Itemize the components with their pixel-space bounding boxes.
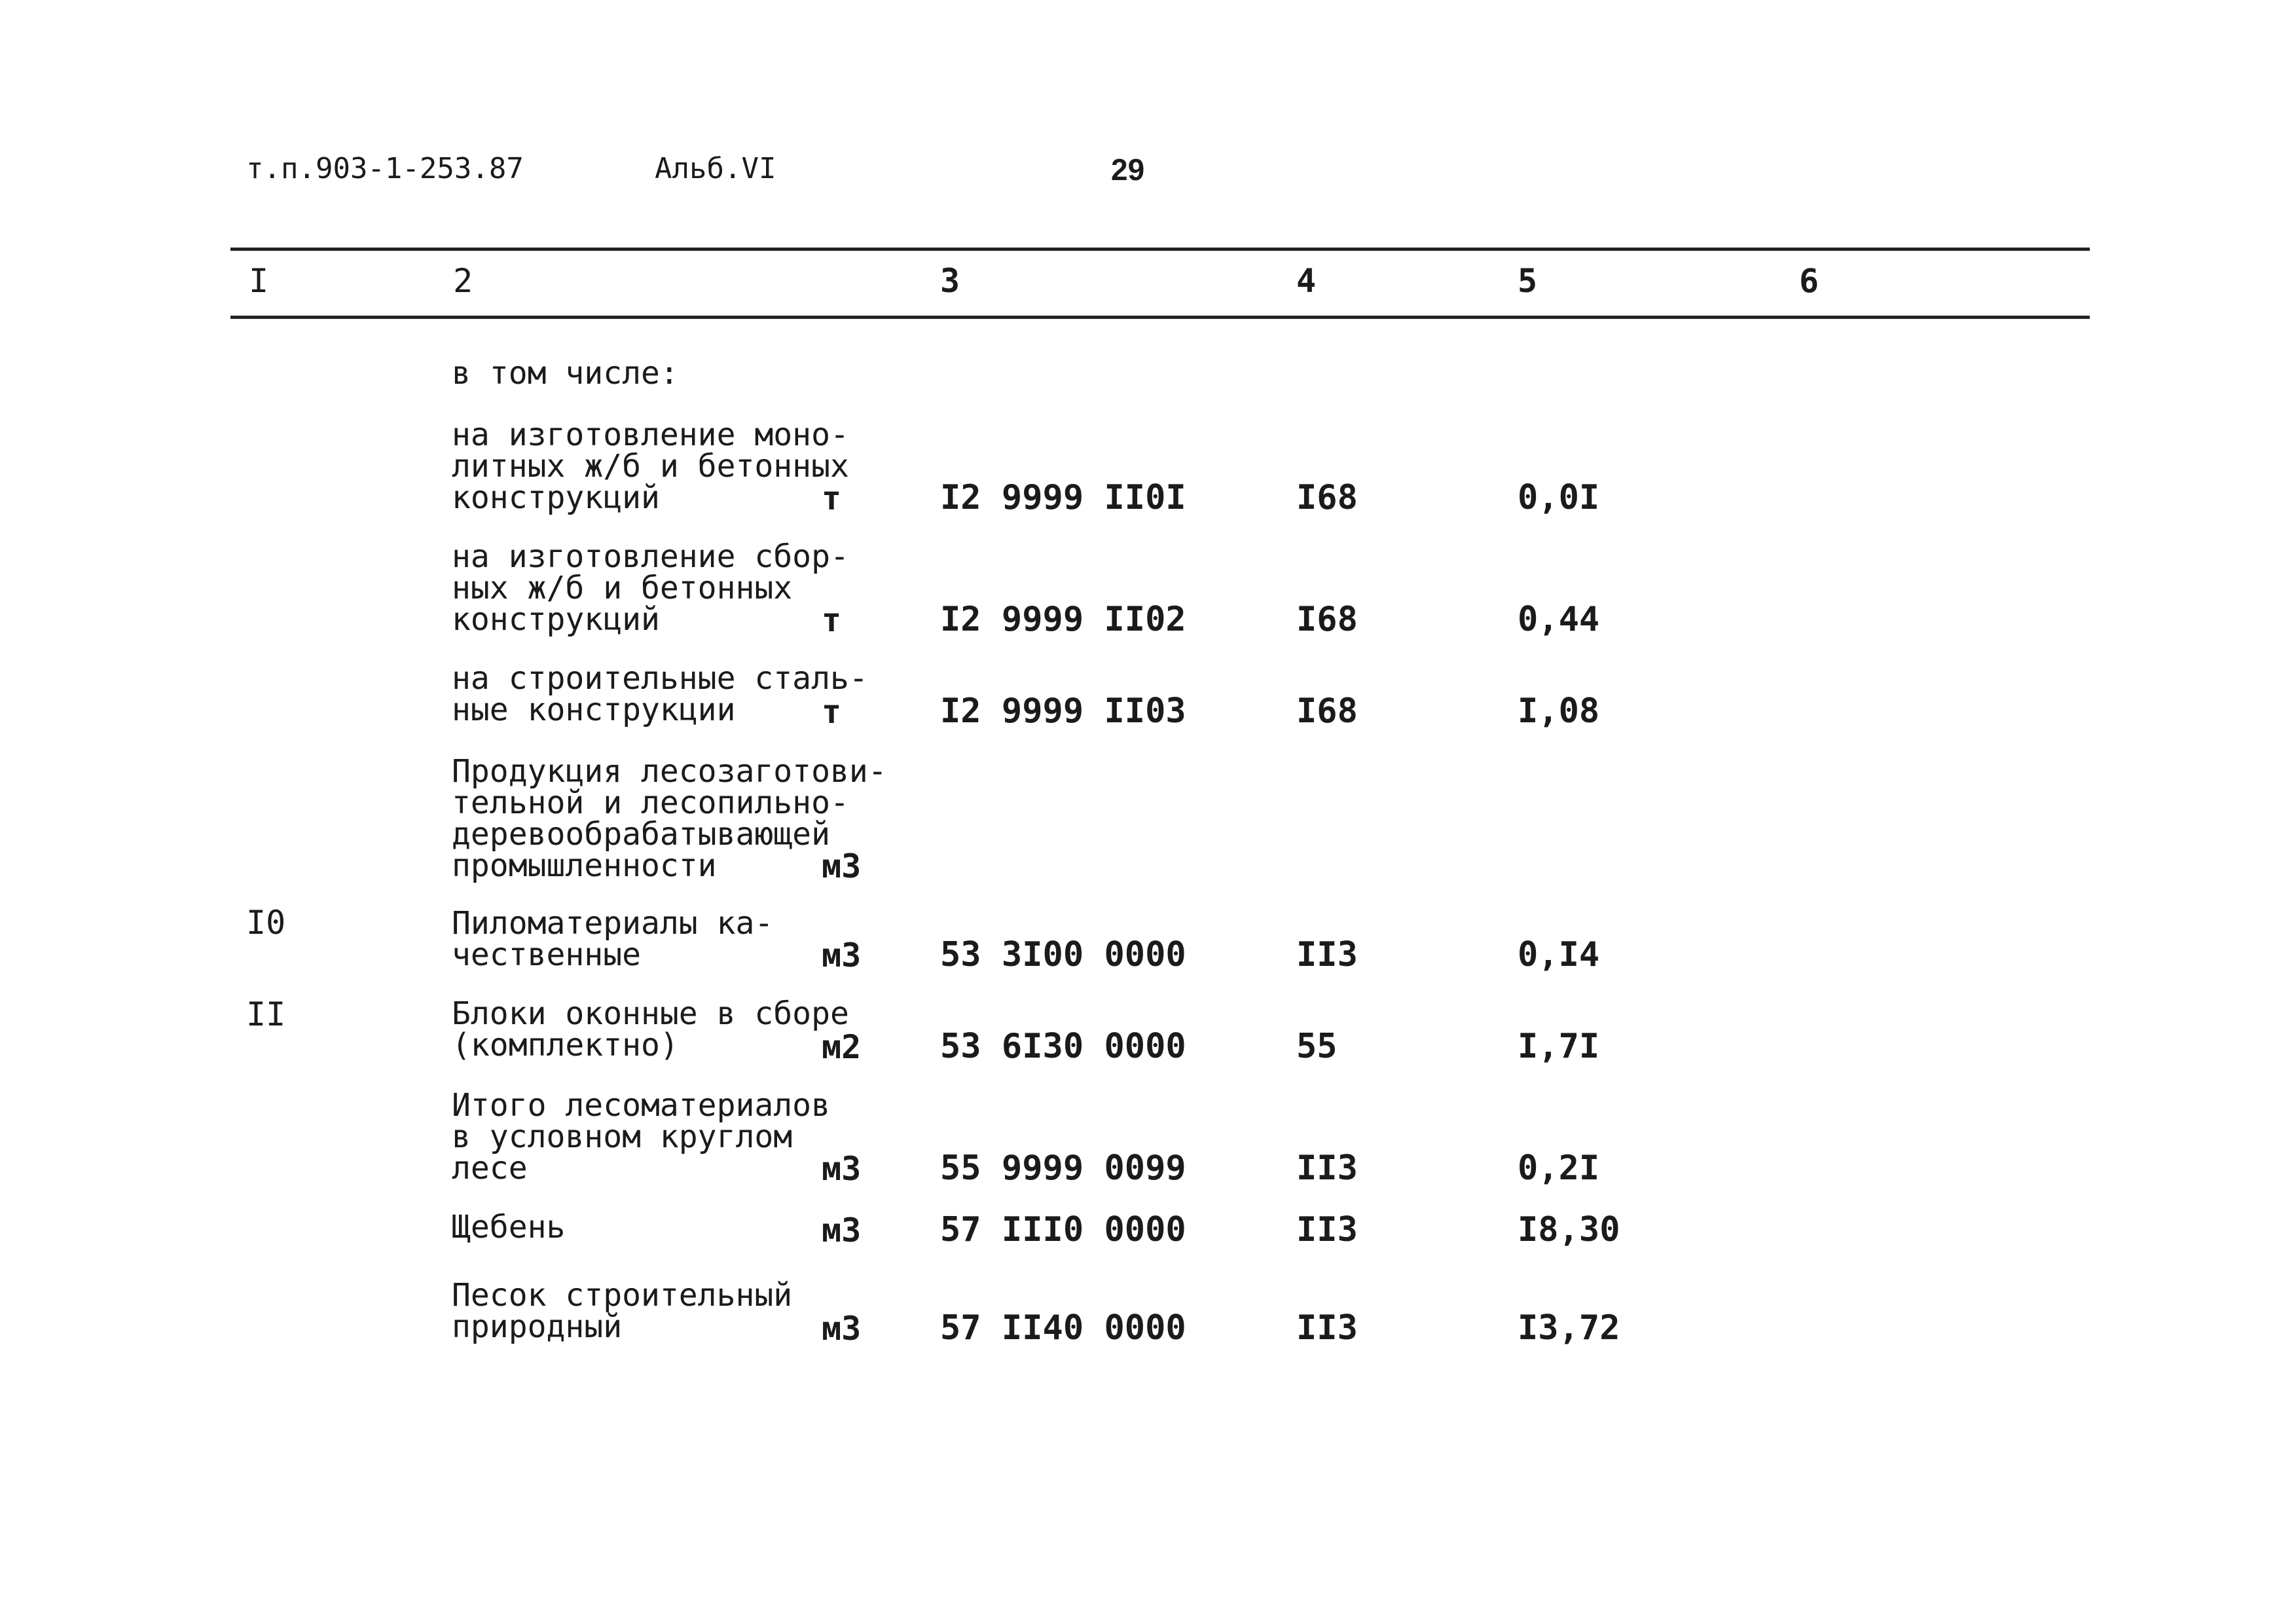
row-4-unit: м3 <box>822 847 862 885</box>
row-5-number: I0 <box>246 904 286 942</box>
row-7-line-3: лесе <box>452 1150 528 1187</box>
column-number-4: 4 <box>1296 262 1317 300</box>
row-8-description <box>452 1209 566 1246</box>
row-9-col4: II3 <box>1296 1308 1358 1348</box>
table-top-rule <box>230 248 2090 251</box>
album-label: Альб.VI <box>655 152 776 185</box>
row-3-line-1: на строительные сталь- <box>452 660 868 697</box>
row-6-col5: I,7I <box>1518 1027 1600 1066</box>
column-number-2: 2 <box>453 262 473 300</box>
table-header-bottom-rule <box>230 316 2090 319</box>
row-8-col5: I8,30 <box>1518 1210 1620 1249</box>
row-7-unit: м3 <box>822 1150 862 1188</box>
row-2-line-1: на изготовление сбор- <box>452 538 849 575</box>
row-9-col5: I3,72 <box>1518 1308 1620 1348</box>
row-9-line-1: Песок строительный <box>452 1277 793 1314</box>
row-3-description <box>452 660 868 728</box>
row-6-line-1: Блоки оконные в сборе <box>452 995 849 1032</box>
column-number-5: 5 <box>1518 262 1538 300</box>
row-8-line-1: Щебень <box>452 1209 566 1246</box>
row-3-line-2: ные конструкции <box>452 692 736 728</box>
row-2-col4: I68 <box>1296 600 1358 639</box>
row-7-col4: II3 <box>1296 1149 1358 1188</box>
row-3-unit: т <box>822 693 842 731</box>
page-number: 29 <box>1111 153 1145 187</box>
column-number-6: 6 <box>1799 262 1819 300</box>
row-1-col5: 0,0I <box>1518 478 1600 517</box>
row-9-description <box>452 1277 793 1345</box>
row-5-code: 53 3I00 0000 <box>940 935 1186 974</box>
row-2-unit: т <box>822 601 842 639</box>
row-1-unit: т <box>822 479 842 517</box>
row-5-description <box>452 905 774 973</box>
row-2-col5: 0,44 <box>1518 600 1600 639</box>
row-7-code: 55 9999 0099 <box>940 1149 1186 1188</box>
row-8-unit: м3 <box>822 1211 862 1249</box>
row-5-col5: 0,I4 <box>1518 935 1600 974</box>
row-7-description <box>452 1087 830 1187</box>
row-2-description <box>452 538 849 638</box>
intro-text: в том числе: <box>452 355 679 392</box>
row-4-line-4: промышленности <box>452 847 717 884</box>
row-6-description <box>452 995 849 1063</box>
row-6-unit: м2 <box>822 1028 862 1066</box>
row-1-line-1: на изготовление моно- <box>452 416 849 453</box>
row-7-col5: 0,2I <box>1518 1149 1600 1188</box>
row-5-line-2: чественные <box>452 936 641 973</box>
row-6-code: 53 6I30 0000 <box>940 1027 1186 1066</box>
row-5-unit: м3 <box>822 936 862 974</box>
document-reference: т.п.903-1-253.87 <box>246 152 524 185</box>
row-3-col4: I68 <box>1296 692 1358 731</box>
row-7-line-2: в условном круглом <box>452 1118 793 1155</box>
row-9-line-2: природный <box>452 1308 623 1345</box>
row-4-line-1: Продукция лесозаготови- <box>452 753 887 790</box>
row-9-code: 57 II40 0000 <box>940 1308 1186 1348</box>
row-1-code: I2 9999 II0I <box>940 478 1186 517</box>
column-number-3: 3 <box>940 262 960 300</box>
row-2-code: I2 9999 II02 <box>940 600 1186 639</box>
row-3-col5: I,08 <box>1518 692 1600 731</box>
row-6-col4: 55 <box>1296 1027 1338 1066</box>
row-8-col4: II3 <box>1296 1210 1358 1249</box>
row-8-code: 57 III0 0000 <box>940 1210 1186 1249</box>
row-1-description <box>452 416 849 516</box>
row-1-line-3: конструкций <box>452 479 660 516</box>
row-6-number: II <box>246 995 286 1033</box>
row-5-col4: II3 <box>1296 935 1358 974</box>
row-4-line-3: деревообрабатывающей <box>452 816 830 853</box>
row-4-line-2: тельной и лесопильно- <box>452 784 849 821</box>
row-6-line-2: (комплектно) <box>452 1027 679 1063</box>
row-3-code: I2 9999 II03 <box>940 692 1186 731</box>
row-1-line-2: литных ж/б и бетонных <box>452 448 849 485</box>
row-2-line-2: ных ж/б и бетонных <box>452 570 793 606</box>
row-2-line-3: конструкций <box>452 601 660 638</box>
row-5-line-1: Пиломатериалы ка- <box>452 905 774 942</box>
row-7-line-1: Итого лесоматериалов <box>452 1087 830 1124</box>
row-9-unit: м3 <box>822 1310 862 1348</box>
row-1-col4: I68 <box>1296 478 1358 517</box>
column-number-1: I <box>249 262 269 300</box>
